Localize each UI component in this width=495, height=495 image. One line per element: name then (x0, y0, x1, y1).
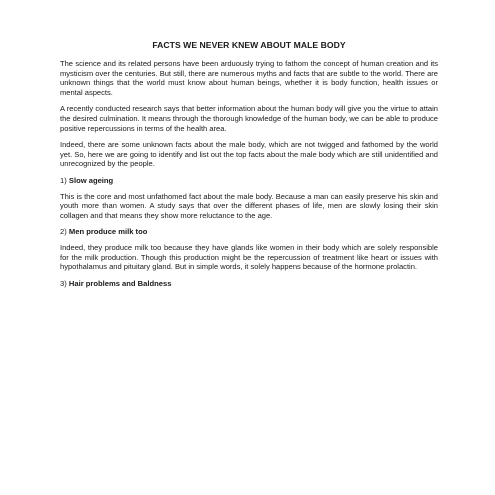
section-title: Men produce milk too (68, 227, 148, 237)
section-heading-men-produce-milk (60, 227, 438, 237)
intro-paragraph-2: A recently conducted research says that better information about the human body will give you the virtue to attain the desired culmination. It means through the thorough knowledge of the human body, we can be able to produce positive repercussions in terms of the health area. (60, 104, 438, 133)
intro-paragraph-1: The science and its related persons have been arduously trying to fathom the concept of human creation and its mysticism over the centuries. But still, there are numerous myths and facts that are subtle to the world. There are unknown things that the world must know about human beings, whether it is body function, health issues or mental aspects. (60, 59, 438, 97)
section-number: 3) (60, 278, 67, 288)
section-paragraph-men-produce-milk: Indeed, they produce milk too because they have glands like women in their body which are solely responsible for the milk production. Though this production might be the repercussion of treatment like heart or issues with hypothalamus and pituitary gland. But in simple words, it solely happens because of the hormone prolactin. (60, 242, 438, 272)
document-title: FACTS WE NEVER KNEW ABOUT MALE BODY (152, 40, 346, 50)
section-title: Hair problems and Baldness (68, 278, 172, 288)
section-number: 2) (60, 227, 67, 237)
section-paragraph-slow-ageing: This is the core and most unfathomed fact about the male body. Because a man can easily preserve his skin and youth more than women. A study says that over the different phases of life, men are slowly losing their skin collagen and that means they show more reluctance to the age. (60, 191, 438, 220)
section-heading-slow-ageing (60, 176, 438, 186)
section-heading-hair-problems (60, 279, 438, 289)
section-number: 1) (60, 175, 67, 185)
intro-paragraph-3: Indeed, there are some unknown facts about the male body, which are not twigged and fathomed by the world yet. So, here we are going to identify and list out the top facts about the male body which are still unidentified and unrecognized by the people. (60, 140, 438, 169)
document-page (60, 40, 438, 294)
section-title: Slow ageing (68, 175, 114, 185)
